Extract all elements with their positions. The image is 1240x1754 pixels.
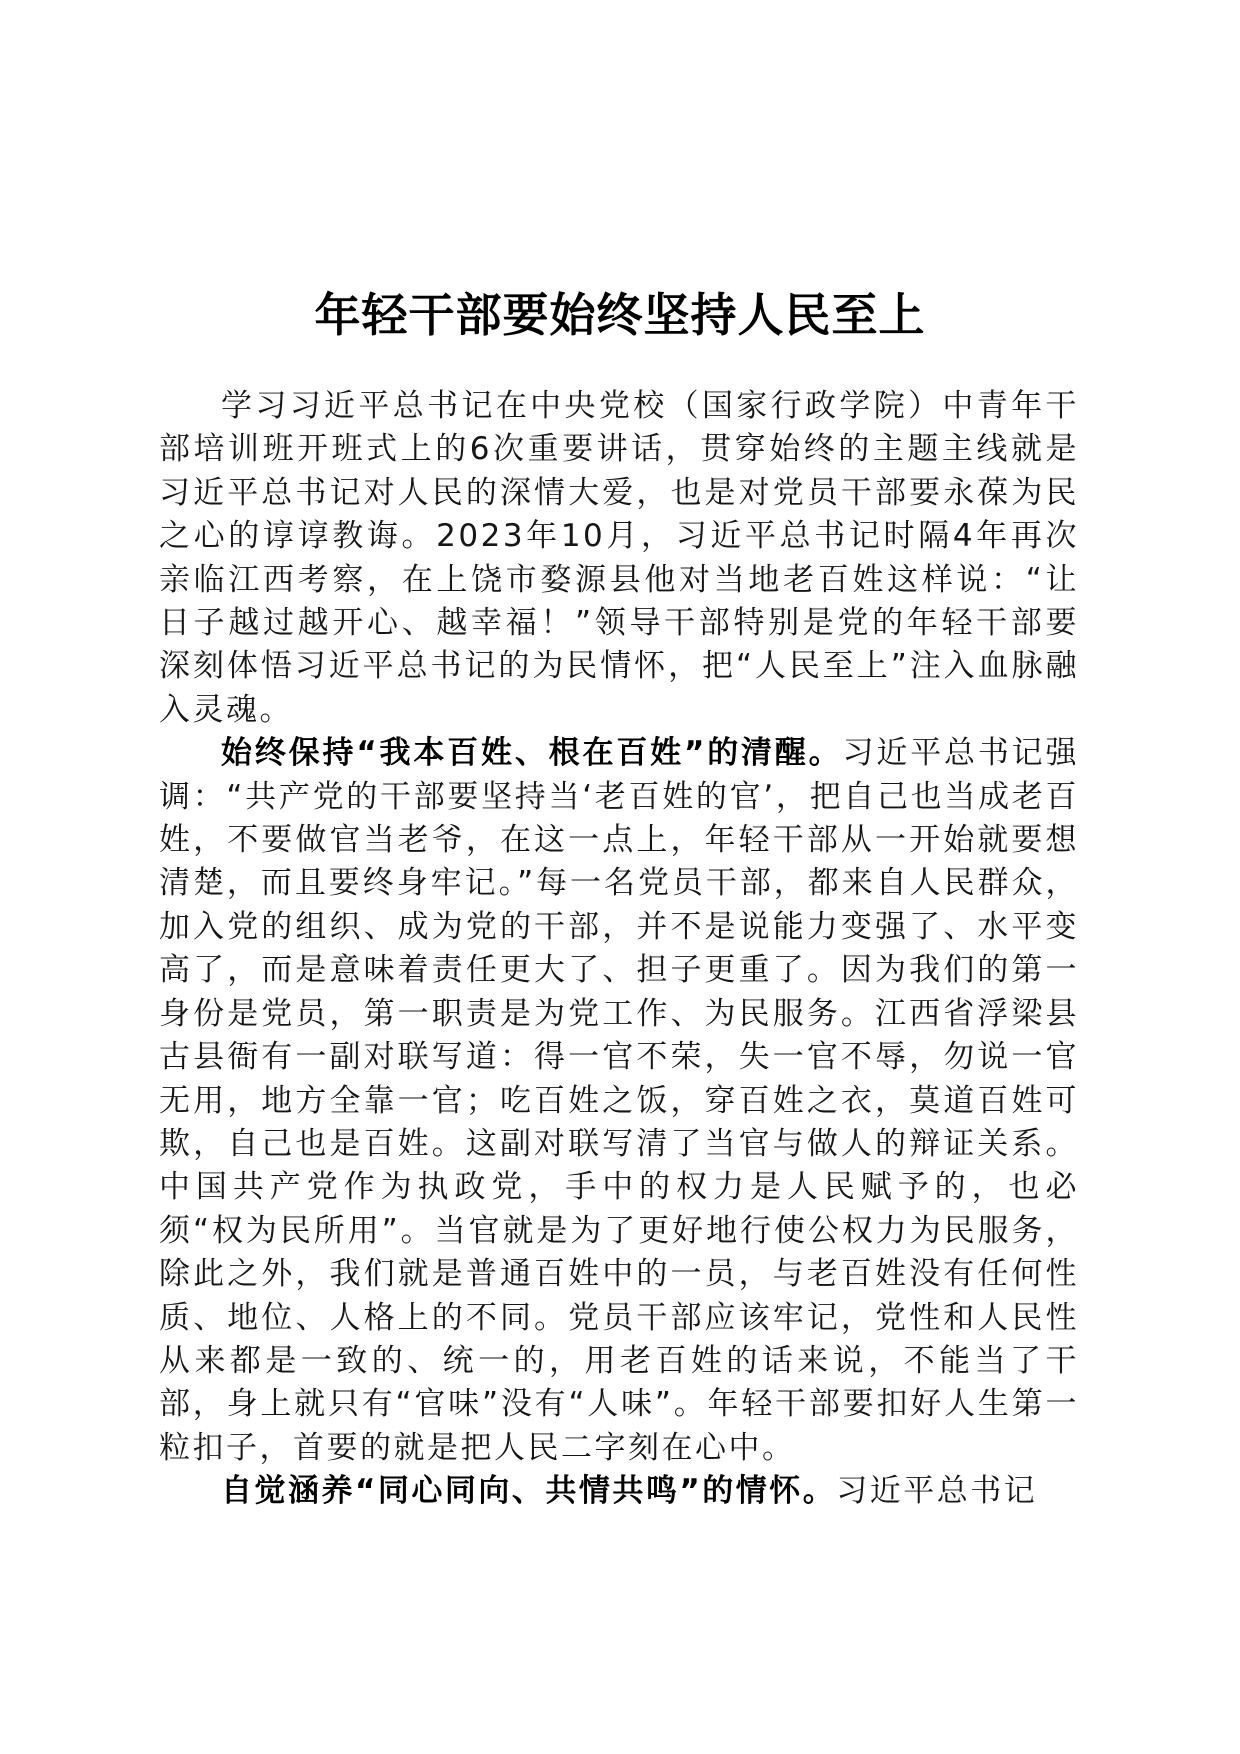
paragraph-text: 习近平总书记: [836, 1473, 1038, 1510]
document-title: 年轻干部要始终坚持人民至上: [314, 287, 926, 342]
paragraph-lead-heading: 自觉涵养“同心同向、共情共鸣”的情怀。: [221, 1473, 837, 1510]
paragraph-text: 学习习近平总书记在中央党校（国家行政学院）中青年干部培训班开班式上的6次重要讲话，贯穿始终的主题主线就是习近平总书记对人民的深情大爱，也是对党员干部要永葆为民之心的谆谆教诲。2023年10月，习近平总书记时隔4年再次亲临江西考察，在上饶市婺源县他对当地老百姓这样说：“让日子越过越开心、越幸福！”领导干部特别是党的年轻干部要深刻体悟习近平总书记的为民情怀，把“人民至上”注入血脉融入灵魂。: [159, 388, 1079, 728]
document-body: [159, 385, 1079, 1514]
paragraph-lead-heading: 始终保持“我本百姓、根在百姓”的清醒。: [221, 735, 843, 772]
paragraph-intro: [159, 385, 1079, 732]
paragraph-section-1: [159, 732, 1079, 1470]
paragraph-text: 习近平总书记强调：“共产党的干部要坚持当‘老百姓的官’，把自己也当成老百姓，不要做官当老爷，在这一点上，年轻干部从一开始就要想清楚，而且要终身牢记。”每一名党员干部，都来自人民群众，加入党的组织、成为党的干部，并不是说能力变强了、水平变高了，而是意味着责任更大了、担子更重了。因为我们的第一身份是党员，第一职责是为党工作、为民服务。江西省浮梁县古县衙有一副对联写道：得一官不荣，失一官不辱，勿说一官无用，地方全靠一官；吃百姓之饭，穿百姓之衣，莫道百姓可欺，自己也是百姓。这副对联写清了当官与做人的辩证关系。中国共产党作为执政党，手中的权力是人民赋予的，也必须“权为民所用”。当官就是为了更好地行使公权力为民服务，除此之外，我们就是普通百姓中的一员，与老百姓没有任何性质、地位、人格上的不同。党员干部应该牢记，党性和人民性从来都是一致的、统一的，用老百姓的话来说，不能当了干部，身上就只有“官味”没有“人味”。年轻干部要扣好人生第一粒扣子，首要的就是把人民二字刻在心中。: [159, 735, 1080, 1466]
paragraph-section-2: [159, 1470, 1079, 1513]
